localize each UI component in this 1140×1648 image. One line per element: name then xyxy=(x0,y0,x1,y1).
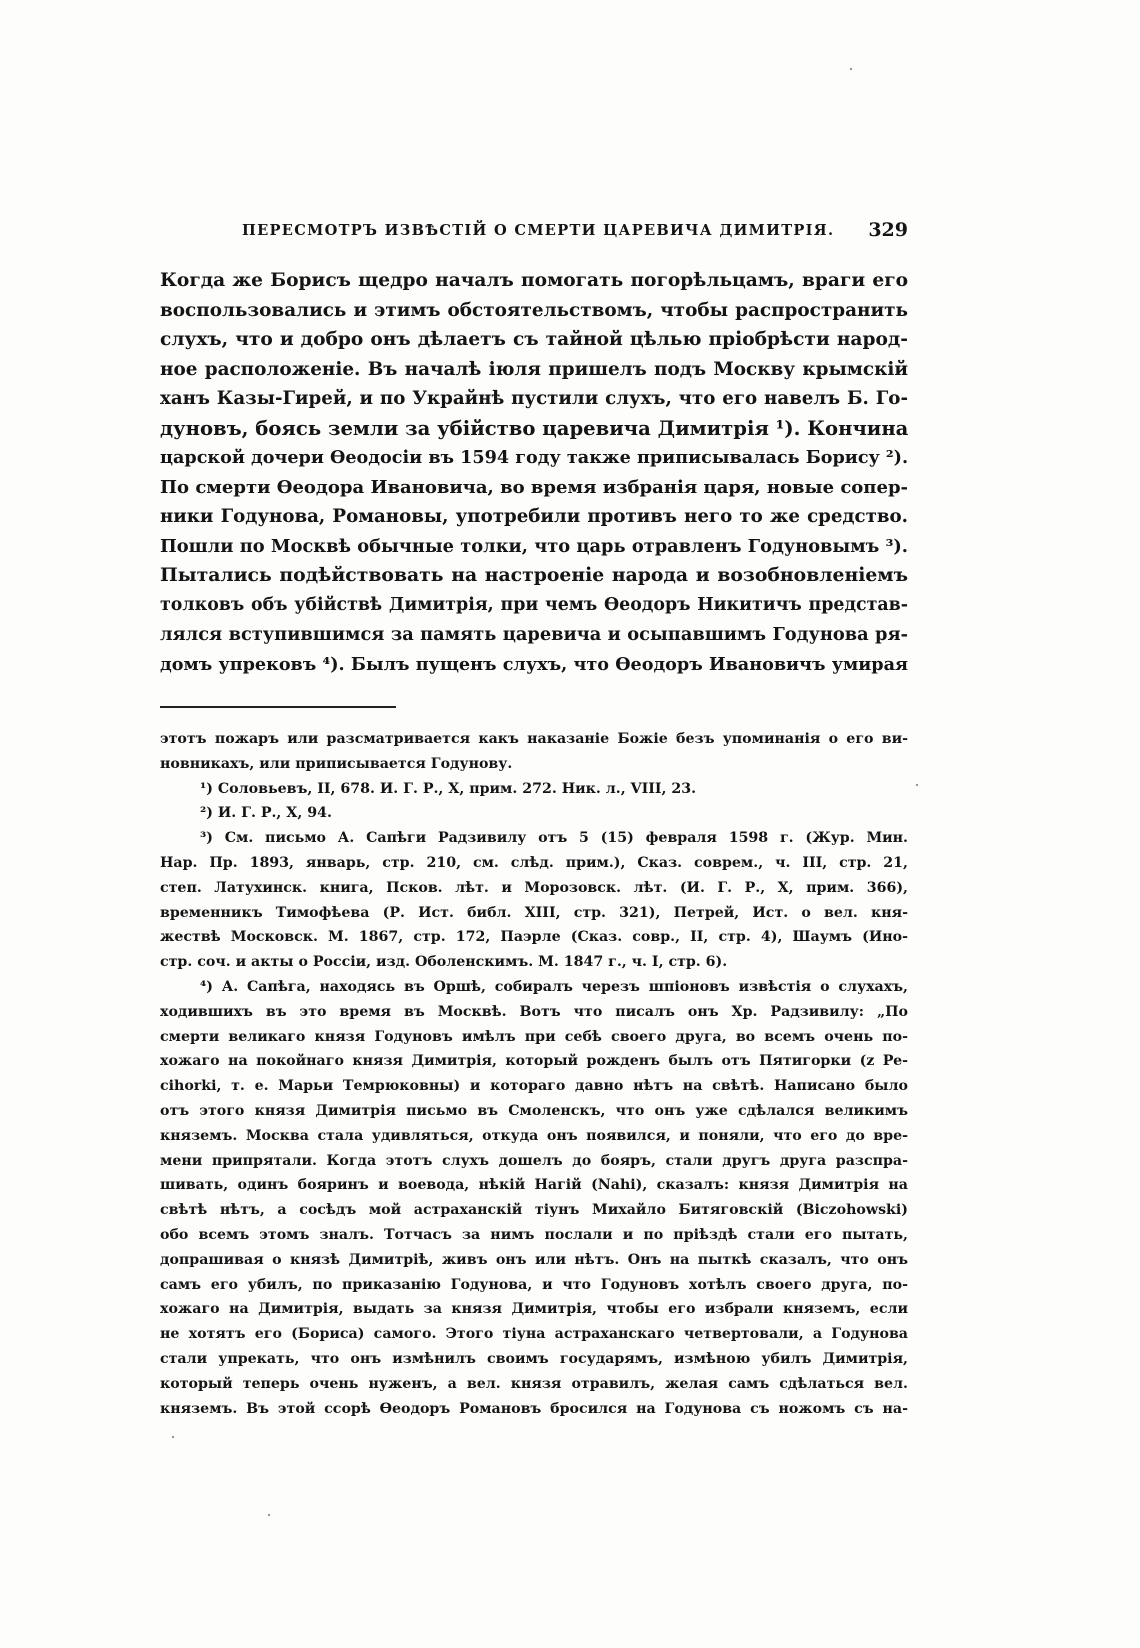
scan-speck xyxy=(850,68,852,70)
main-text-line: воспользовались и этимъ обстоятельствомъ, чтобы распространить xyxy=(160,299,908,321)
scan-speck xyxy=(268,1514,270,1516)
footnote-4-line: княземъ. Москва стала удивляться, откуда онъ появился, и поняли, что его до вре- xyxy=(160,1127,908,1144)
footnote-3-line: степ. Латухинск. книга, Псков. лѣт. и Морозовск. лѣт. (И. Г. Р., X, прим. 366), xyxy=(160,879,908,896)
footnote-2: ²) И. Г. Р., X, 94. xyxy=(200,805,332,822)
main-text-line: По смерти Ѳеодора Ивановича, во время избранія царя, новые сопер- xyxy=(160,476,908,498)
main-text-line: ное расположеніе. Въ началѣ іюля пришелъ подъ Москву крымскій xyxy=(160,358,908,380)
footnote-4-line: шивать, одинъ бояринъ и воевода, нѣкій Нагій (Nahi), сказалъ: князя Димитрія на xyxy=(160,1177,908,1194)
main-text-line: дуновъ, боясь земли за убійство царевича Димитрія ¹). Кончина xyxy=(160,416,909,440)
footnote-continuation-line: новникахъ, или приписывается Годунову. xyxy=(160,755,513,772)
footnote-4-line: отъ этого князя Димитрія письмо въ Смоленскъ, что онъ уже сдѣлался великимъ xyxy=(160,1102,908,1119)
footnote-4-line: не хотятъ его (Бориса) самого. Этого тіуна астраханскаго четвертовали, а Годунова xyxy=(160,1326,908,1343)
footnote-4-line: cihorki, т. е. Марьи Темрюковны) и котораго давно нѣтъ на свѣтѣ. Написано было xyxy=(160,1078,908,1095)
footnote-4-line: мени припрятали. Когда этотъ слухъ дошелъ до бояръ, стали другъ друга разспра- xyxy=(160,1152,908,1169)
footnote-4-line: стали упрекать, что онъ измѣнилъ своимъ государямъ, измѣною убилъ Димитрія, xyxy=(160,1350,908,1367)
main-text-line: Пытались подѣйствовать на настроеніе народа и возобновленіемъ xyxy=(160,564,908,586)
footnote-4-line: ходившихъ въ это время въ Москвѣ. Вотъ что писалъ онъ Хр. Радзивилу: „По xyxy=(160,1003,908,1020)
main-text-line: домъ упрековъ ⁴). Былъ пущенъ слухъ, что Ѳеодоръ Ивановичъ умирая xyxy=(160,653,908,675)
footnote-4-line: княземъ. Въ этой ссорѣ Ѳеодоръ Романовъ бросился на Годунова съ ножомъ съ на- xyxy=(160,1400,908,1417)
footnote-separator xyxy=(160,706,396,708)
footnote-4-line: ⁴) А. Сапѣга, находясь въ Оршѣ, собиралъ черезъ шпіоновъ извѣстія о слухахъ, xyxy=(200,978,908,995)
main-text-line: царской дочери Ѳеодосіи въ 1594 году также приписывалась Борису ²). xyxy=(160,447,909,468)
running-header xyxy=(160,219,908,248)
footnote-4-line: самъ его убилъ, по приказанію Годунова, и что Годуновъ хотѣлъ своего друга, по- xyxy=(160,1276,908,1293)
main-text-line: Когда же Борисъ щедро началъ помогать погорѣльцамъ, враги его xyxy=(160,270,908,291)
footnote-3-line: ³) См. письмо А. Сапѣги Радзивилу отъ 5 (15) февраля 1598 г. (Жур. Мин. xyxy=(200,830,908,847)
main-text-line: слухъ, что и добро онъ дѣлаетъ съ тайной цѣлью пріобрѣсти народ- xyxy=(160,329,908,350)
page-number: 329 xyxy=(868,219,908,241)
footnote-3-line: временникъ Тимофѣева (Р. Ист. библ. XIII, стр. 321), Петрей, Ист. о вел. кня- xyxy=(160,904,908,921)
main-text-line: ники Годунова, Романовы, употребили противъ него то же средство. xyxy=(160,506,908,527)
footnotes xyxy=(160,727,908,1421)
main-text-line: толковъ объ убійствѣ Димитрія, при чемъ Ѳеодоръ Никитичъ представ- xyxy=(160,594,908,615)
scan-speck xyxy=(172,1436,174,1438)
scan-speck xyxy=(916,784,918,786)
main-text-line: ханъ Казы-Гирей, и по Украйнѣ пустили слухъ, что его навелъ Б. Го- xyxy=(160,388,908,409)
running-title: ПЕРЕСМОТРЪ ИЗВѢСТІЙ О СМЕРТИ ЦАРЕВИЧА ДИМИТРІЯ. xyxy=(242,222,835,239)
footnote-4-line: обо всемъ этомъ зналъ. Тотчасъ за нимъ послали и по пріѣздѣ стали его пытать, xyxy=(160,1226,908,1243)
main-text xyxy=(160,266,908,679)
main-text-line: лялся вступившимся за память царевича и осыпавшимъ Годунова ря- xyxy=(160,624,908,645)
footnote-4-line: допрашивая о князѣ Димитріѣ, живъ онъ или нѣтъ. Онъ на пыткѣ сказалъ, что онъ xyxy=(160,1251,908,1268)
main-text-line: Пошли по Москвѣ обычные толки, что царь отравленъ Годуновымъ ³). xyxy=(160,535,908,557)
footnote-4-line: который теперь очень нуженъ, а вел. князя отравилъ, желая самъ сдѣлаться вел. xyxy=(160,1375,908,1392)
footnote-3-line: жествѣ Московск. М. 1867, стр. 172, Паэрле (Сказ. совр., II, стр. 4), Шаумъ (Ино- xyxy=(160,929,908,946)
footnote-3-line: стр. соч. и акты о Россіи, изд. Оболенскимъ. М. 1847 г., ч. I, стр. 6). xyxy=(160,954,728,971)
footnote-4-line: смерти великаго князя Годуновъ имѣлъ при себѣ своего друга, во всемъ очень по- xyxy=(160,1028,908,1045)
footnote-1: ¹) Соловьевъ, II, 678. И. Г. Р., X, прим. 272. Ник. л., VIII, 23. xyxy=(200,780,697,797)
footnote-4-line: свѣтѣ нѣтъ, а сосѣдъ мой астраханскій тіунъ Михайло Битяговскій (Biczohowski) xyxy=(160,1202,908,1219)
footnote-3-line: Нар. Пр. 1893, январь, стр. 210, см. слѣд. прим.), Сказ. соврем., ч. III, стр. 21, xyxy=(160,854,908,871)
footnote-4-line: хожаго на покойнаго князя Димитрія, который рожденъ былъ отъ Пятигорки (z Pe- xyxy=(160,1053,908,1070)
footnote-continuation-line: этотъ пожаръ или разсматривается какъ наказаніе Божіе безъ упоминанія о его ви- xyxy=(160,731,908,747)
footnote-4-line: хожаго на Димитрія, выдать за князя Димитрія, чтобы его избрали княземъ, если xyxy=(160,1301,908,1318)
